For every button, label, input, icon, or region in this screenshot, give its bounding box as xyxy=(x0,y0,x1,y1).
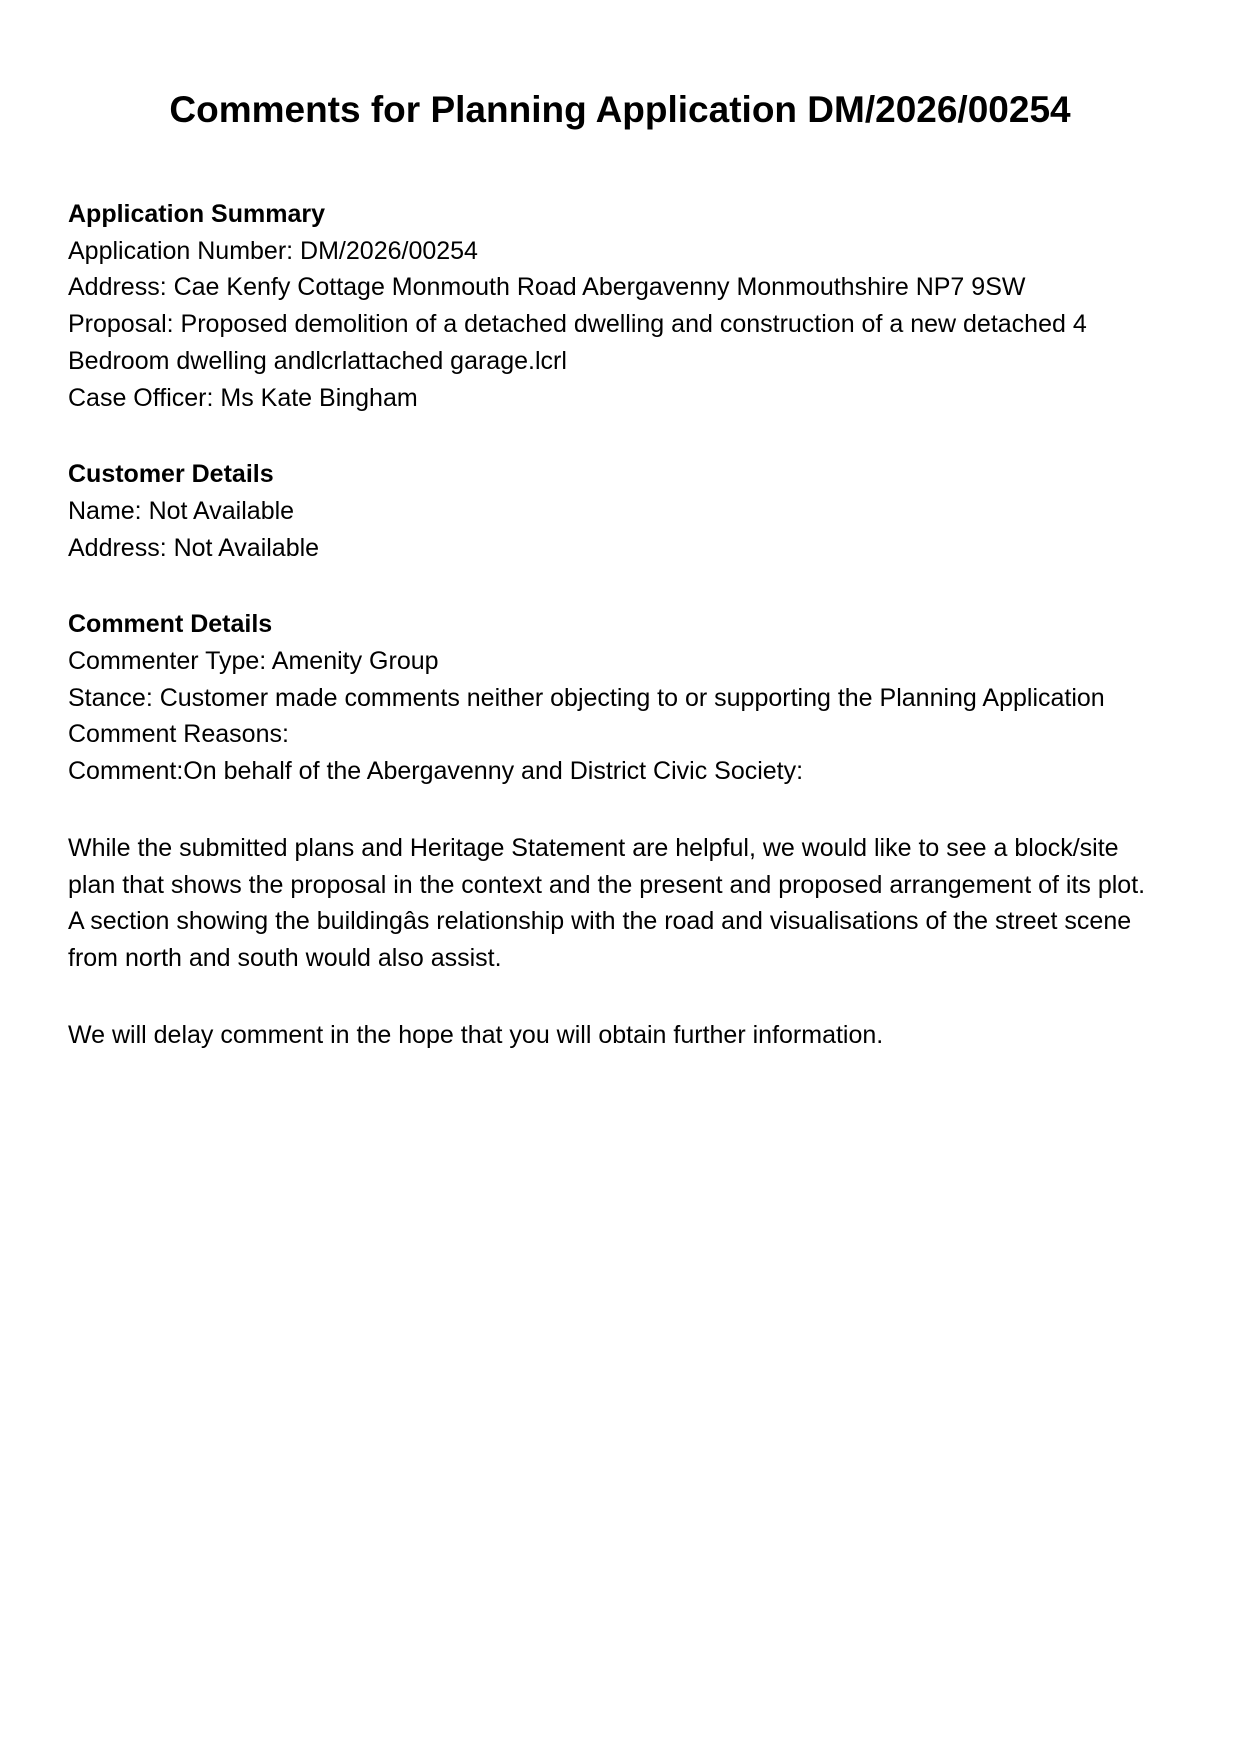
field-commenter-type: Commenter Type: Amenity Group xyxy=(68,647,439,676)
application-summary-heading: Application Summary xyxy=(68,200,325,228)
field-customer-name: Name: Not Available xyxy=(68,496,295,525)
customer-details-heading: Customer Details xyxy=(68,460,274,489)
field-case-officer: Case Officer: Ms Kate Bingham xyxy=(68,383,418,412)
field-customer-address: Address: Not Available xyxy=(68,533,320,562)
comment-paragraph-1: While the submitted plans and Heritage Statement are helpful, we would like to see a block/site plan that shows the proposal in the context and the present and proposed arrangement of its plot. A section showing the buildingâs relationship with the road and visualisations of the street scene from north and south would also assist. xyxy=(68,833,1146,972)
section-comment-details xyxy=(68,606,1158,1053)
field-comment-intro: Comment:On behalf of the Abergavenny and District Civic Society: xyxy=(68,757,804,786)
page-title: Comments for Planning Application DM/2026/00254 xyxy=(169,89,1071,130)
field-proposal: Proposal: Proposed demolition of a detached dwelling and construction of a new detached 4 Bedroom dwelling andlcrlattached garage.lcrl xyxy=(68,310,1087,375)
field-stance: Stance: Customer made comments neither objecting to or supporting the Planning Application xyxy=(68,683,1105,712)
comment-paragraph-2: We will delay comment in the hope that you will obtain further information. xyxy=(68,1020,884,1049)
field-comment-reasons: Comment Reasons: xyxy=(68,720,289,749)
section-application-summary xyxy=(68,196,1158,416)
section-customer-details xyxy=(68,456,1158,566)
field-site-address: Address: Cae Kenfy Cottage Monmouth Road Abergavenny Monmouthshire NP7 9SW xyxy=(68,273,1026,302)
comment-details-heading: Comment Details xyxy=(68,610,273,639)
field-application-number: Application Number: DM/2026/00254 xyxy=(68,236,478,265)
